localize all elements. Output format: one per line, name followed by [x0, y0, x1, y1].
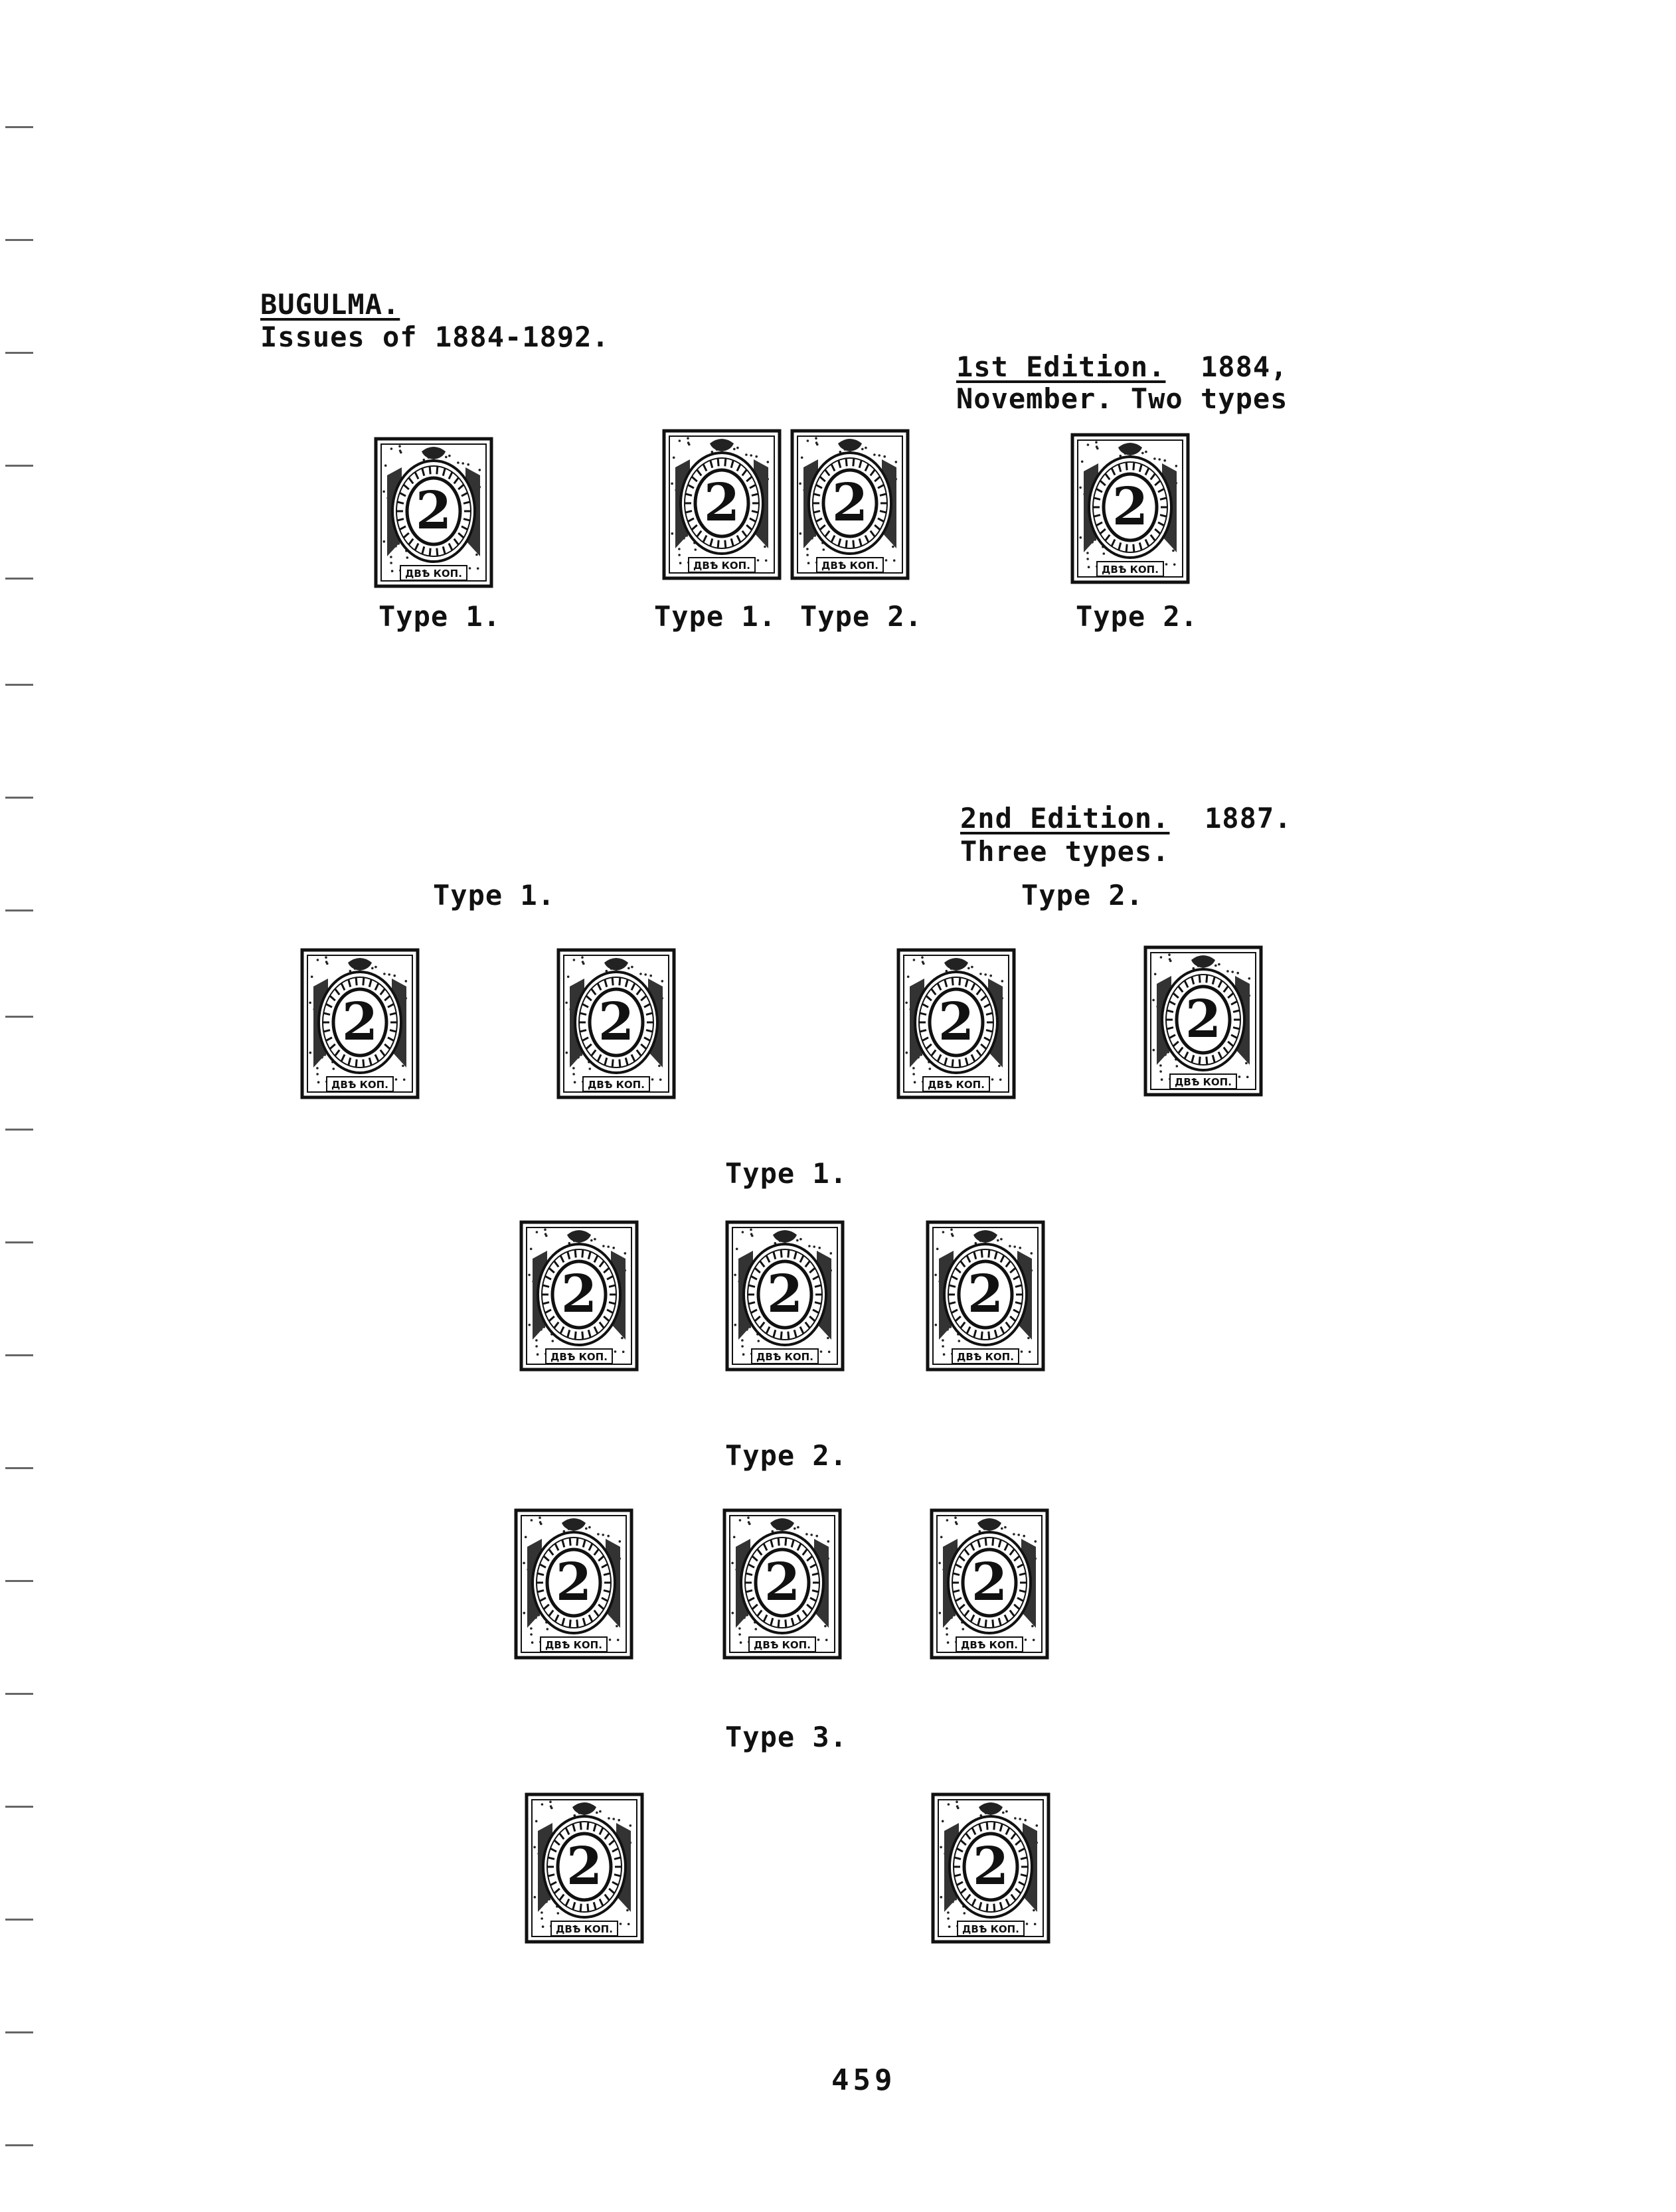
stamp-image — [930, 1508, 1049, 1660]
margin-tick — [5, 465, 33, 467]
svg-text:ДВѢ КОП.: ДВѢ КОП. — [556, 1923, 613, 1935]
stamp-image — [519, 1220, 639, 1372]
caption-type2: Type 2. — [1076, 600, 1199, 633]
svg-text:ДВѢ КОП.: ДВѢ КОП. — [821, 560, 879, 572]
margin-tick — [5, 578, 33, 580]
edition2-title: 2nd Edition. — [960, 802, 1170, 834]
svg-text:ДВѢ КОП.: ДВѢ КОП. — [957, 1351, 1014, 1363]
page-number: 459 — [831, 2063, 896, 2097]
edition1-header — [956, 353, 1288, 381]
margin-tick — [5, 352, 33, 354]
svg-text:2: 2 — [972, 1836, 1009, 1897]
svg-text:2: 2 — [764, 1552, 801, 1613]
stamp-image — [525, 1792, 644, 1944]
margin-tick — [5, 2144, 33, 2146]
svg-text:ДВѢ КОП.: ДВѢ КОП. — [928, 1079, 985, 1091]
svg-text:2: 2 — [967, 1264, 1004, 1324]
svg-text:2: 2 — [566, 1836, 603, 1897]
svg-text:2: 2 — [971, 1552, 1008, 1613]
svg-text:ДВѢ КОП.: ДВѢ КОП. — [754, 1639, 811, 1651]
svg-text:ДВѢ КОП.: ДВѢ КОП. — [693, 560, 750, 572]
margin-tick — [5, 2031, 33, 2033]
stamp-image — [300, 948, 420, 1099]
caption-type1: Type 1. — [654, 600, 777, 633]
page-heading: BUGULMA. — [260, 288, 400, 321]
svg-text:ДВѢ КОП.: ДВѢ КОП. — [1102, 564, 1159, 576]
section-type1-title: Type 1. — [725, 1157, 848, 1190]
svg-text:2: 2 — [598, 992, 635, 1052]
stamp-image — [725, 1220, 845, 1372]
stamp-image — [514, 1508, 633, 1660]
stamp-image — [1143, 945, 1263, 1097]
stamp-image — [662, 429, 782, 580]
svg-text:2: 2 — [341, 992, 378, 1052]
stamp-image — [1070, 433, 1190, 584]
svg-text:2: 2 — [703, 473, 740, 533]
edition2-header — [960, 802, 1292, 834]
margin-tick — [5, 909, 33, 911]
margin-tick — [5, 1693, 33, 1695]
margin-tick — [5, 239, 33, 241]
margin-tick — [5, 1806, 33, 1808]
edition1-date: 1884, — [1201, 351, 1288, 383]
margin-tick — [5, 1129, 33, 1131]
margin-tick — [5, 1467, 33, 1469]
stamp-image — [926, 1220, 1045, 1372]
svg-text:ДВѢ КОП.: ДВѢ КОП. — [961, 1639, 1018, 1651]
svg-text:ДВѢ КОП.: ДВѢ КОП. — [331, 1079, 388, 1091]
svg-text:ДВѢ КОП.: ДВѢ КОП. — [588, 1079, 645, 1091]
svg-text:2: 2 — [415, 481, 452, 541]
stamp-image — [722, 1508, 842, 1660]
margin-tick — [5, 1919, 33, 1921]
margin-tick — [5, 1580, 33, 1582]
caption-type2: Type 2. — [800, 600, 923, 633]
margin-tick — [5, 1354, 33, 1356]
svg-text:2: 2 — [1185, 989, 1222, 1050]
edition1-title: 1st Edition. — [956, 351, 1166, 383]
edition2-date: 1887. — [1205, 802, 1292, 834]
margin-tick — [5, 1016, 33, 1018]
stamp-image — [896, 948, 1016, 1099]
label-type1: Type 1. — [433, 879, 556, 911]
margin-tick — [5, 126, 33, 128]
label-type2: Type 2. — [1021, 879, 1144, 911]
margin-tick — [5, 797, 33, 799]
section-type2-title: Type 2. — [725, 1439, 848, 1472]
caption-type1: Type 1. — [378, 600, 501, 633]
svg-text:ДВѢ КОП.: ДВѢ КОП. — [405, 568, 462, 580]
stamp-image — [556, 948, 676, 1099]
page-subheading: Issues of 1884-1892. — [260, 321, 610, 353]
svg-text:ДВѢ КОП.: ДВѢ КОП. — [962, 1923, 1019, 1935]
svg-text:2: 2 — [831, 473, 869, 533]
edition1-description: November. Two types — [956, 382, 1288, 415]
svg-text:ДВѢ КОП.: ДВѢ КОП. — [756, 1351, 813, 1363]
margin-tick — [5, 684, 33, 686]
edition2-description: Three types. — [960, 835, 1170, 868]
svg-text:ДВѢ КОП.: ДВѢ КОП. — [550, 1351, 608, 1363]
svg-text:2: 2 — [1112, 477, 1149, 537]
svg-text:2: 2 — [938, 992, 975, 1052]
svg-text:2: 2 — [555, 1552, 592, 1613]
stamp-image — [374, 437, 493, 588]
stamp-image — [790, 429, 910, 580]
svg-text:2: 2 — [766, 1264, 803, 1324]
section-type3-title: Type 3. — [725, 1721, 848, 1753]
svg-text:ДВѢ КОП.: ДВѢ КОП. — [545, 1639, 602, 1651]
svg-text:ДВѢ КОП.: ДВѢ КОП. — [1175, 1076, 1232, 1088]
stamp-image — [931, 1792, 1050, 1944]
svg-text:2: 2 — [560, 1264, 598, 1324]
margin-tick — [5, 1241, 33, 1243]
